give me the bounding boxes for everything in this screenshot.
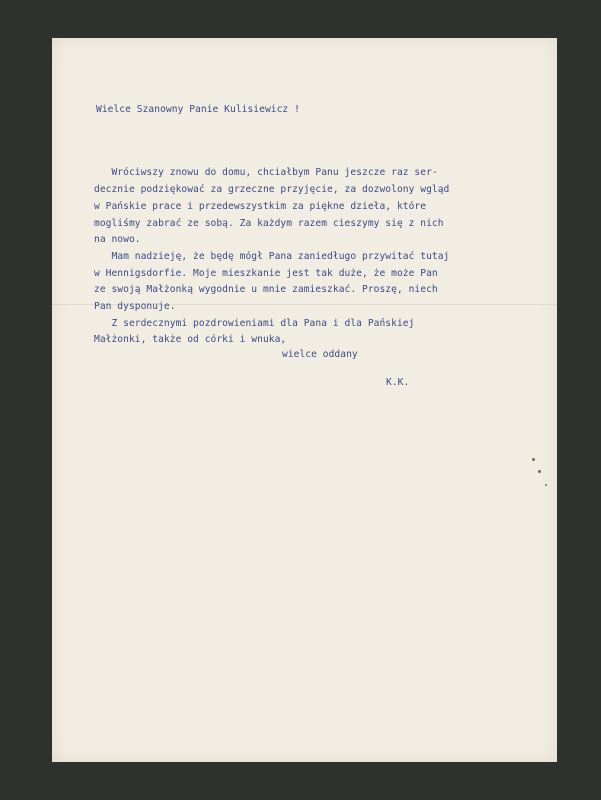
letter-line: w Hennigsdorfie. Moje mieszkanie jest tak duże, że może Pan bbox=[94, 268, 438, 279]
letter-line: decznie podziękować za grzeczne przyjęcie, za dozwolony wgląd bbox=[94, 184, 450, 195]
paper-stain bbox=[545, 484, 547, 486]
paper-stain bbox=[538, 470, 541, 473]
letter-page bbox=[52, 38, 557, 762]
letter-line: mogliśmy zabrać ze sobą. Za każdym razem cieszymy się z nich bbox=[94, 218, 444, 229]
letter-line: w Pańskie prace i przedewszystkim za piękne dzieła, które bbox=[94, 201, 427, 212]
letter-line: ze swoją Małżonką wygodnie u mnie zamieszkać. Proszę, niech bbox=[94, 284, 438, 295]
letter-line: na nowo. bbox=[94, 234, 141, 245]
letter-line: Z serdecznymi pozdrowieniami dla Pana i dla Pańskiej bbox=[94, 318, 415, 329]
letter-salutation: Wielce Szanowny Panie Kulisiewicz ! bbox=[96, 104, 300, 115]
letter-closing: wielce oddany bbox=[282, 349, 358, 360]
paper-stain bbox=[532, 458, 535, 461]
letter-line: Wróciwszy znowu do domu, chciałbym Panu jeszcze raz ser- bbox=[94, 167, 438, 178]
letter-signature: K.K. bbox=[386, 377, 410, 388]
letter-line: Mam nadzieję, że będę mógł Pana zaniedługo przywitać tutaj bbox=[94, 251, 450, 262]
letter-line: Pan dysponuje. bbox=[94, 301, 176, 312]
letter-line: Małżonki, także od córki i wnuka, bbox=[94, 334, 287, 345]
